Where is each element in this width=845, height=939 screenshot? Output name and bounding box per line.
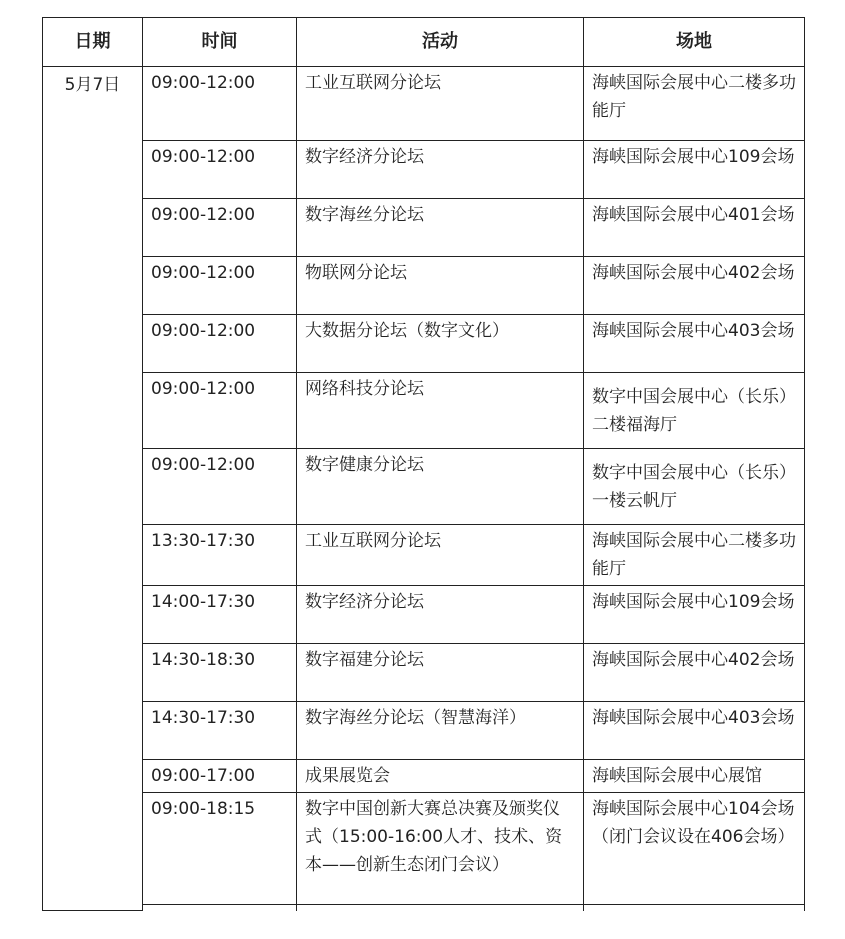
venue-cell: 海峡国际会展中心403会场 <box>584 702 805 760</box>
venue-cell: 数字中国会展中心（长乐）二楼福海厅 <box>584 373 805 449</box>
time-cell: 09:00-12:00 <box>143 67 297 141</box>
activity-cell: 成果展览会 <box>297 760 584 793</box>
date-cell: 5月7日 <box>43 67 143 911</box>
table-row-cut-off <box>43 905 805 911</box>
table-row <box>43 449 805 525</box>
time-cell: 09:00-12:00 <box>143 199 297 257</box>
venue-cell: 海峡国际会展中心109会场 <box>584 141 805 199</box>
table-row <box>43 67 805 141</box>
activity-cell: 数字经济分论坛 <box>297 141 584 199</box>
activity-cell: 物联网分论坛 <box>297 257 584 315</box>
time-cell-empty <box>143 905 297 911</box>
venue-cell-empty <box>584 905 805 911</box>
activity-cell: 数字经济分论坛 <box>297 586 584 644</box>
time-cell: 09:00-12:00 <box>143 257 297 315</box>
venue-cell: 海峡国际会展中心401会场 <box>584 199 805 257</box>
venue-cell: 海峡国际会展中心二楼多功能厅 <box>584 525 805 586</box>
time-cell: 09:00-18:15 <box>143 793 297 905</box>
activity-cell: 数字福建分论坛 <box>297 644 584 702</box>
activity-cell: 工业互联网分论坛 <box>297 525 584 586</box>
activity-cell: 数字海丝分论坛 <box>297 199 584 257</box>
venue-cell: 海峡国际会展中心402会场 <box>584 257 805 315</box>
venue-cell: 海峡国际会展中心402会场 <box>584 644 805 702</box>
venue-cell: 海峡国际会展中心104会场（闭门会议设在406会场） <box>584 793 805 905</box>
activity-cell: 数字健康分论坛 <box>297 449 584 525</box>
time-cell: 09:00-12:00 <box>143 449 297 525</box>
header-date: 日期 <box>43 18 143 67</box>
table-row <box>43 586 805 644</box>
time-cell: 14:30-17:30 <box>143 702 297 760</box>
activity-cell: 工业互联网分论坛 <box>297 67 584 141</box>
table-row <box>43 141 805 199</box>
table-row <box>43 373 805 449</box>
time-cell: 09:00-17:00 <box>143 760 297 793</box>
time-cell: 14:00-17:30 <box>143 586 297 644</box>
header-venue: 场地 <box>584 18 805 67</box>
venue-cell: 海峡国际会展中心展馆 <box>584 760 805 793</box>
venue-cell: 海峡国际会展中心109会场 <box>584 586 805 644</box>
table-row <box>43 199 805 257</box>
table-header-row <box>43 18 805 67</box>
time-cell: 09:00-12:00 <box>143 315 297 373</box>
activity-cell: 网络科技分论坛 <box>297 373 584 449</box>
table-row <box>43 760 805 793</box>
activity-cell-empty <box>297 905 584 911</box>
time-cell: 09:00-12:00 <box>143 141 297 199</box>
venue-cell: 数字中国会展中心（长乐）一楼云帆厅 <box>584 449 805 525</box>
table-row <box>43 644 805 702</box>
activity-cell: 数字海丝分论坛（智慧海洋） <box>297 702 584 760</box>
table-row <box>43 257 805 315</box>
schedule-table-wrapper <box>42 17 804 911</box>
schedule-table <box>42 17 805 911</box>
header-activity: 活动 <box>297 18 584 67</box>
time-cell: 13:30-17:30 <box>143 525 297 586</box>
venue-cell: 海峡国际会展中心403会场 <box>584 315 805 373</box>
table-row <box>43 315 805 373</box>
table-row <box>43 702 805 760</box>
table-row <box>43 793 805 905</box>
table-row <box>43 525 805 586</box>
venue-cell: 海峡国际会展中心二楼多功能厅 <box>584 67 805 141</box>
activity-cell: 大数据分论坛（数字文化） <box>297 315 584 373</box>
activity-cell: 数字中国创新大赛总决赛及颁奖仪式（15:00-16:00人才、技术、资本——创新生态闭门会议） <box>297 793 584 905</box>
header-time: 时间 <box>143 18 297 67</box>
time-cell: 09:00-12:00 <box>143 373 297 449</box>
time-cell: 14:30-18:30 <box>143 644 297 702</box>
